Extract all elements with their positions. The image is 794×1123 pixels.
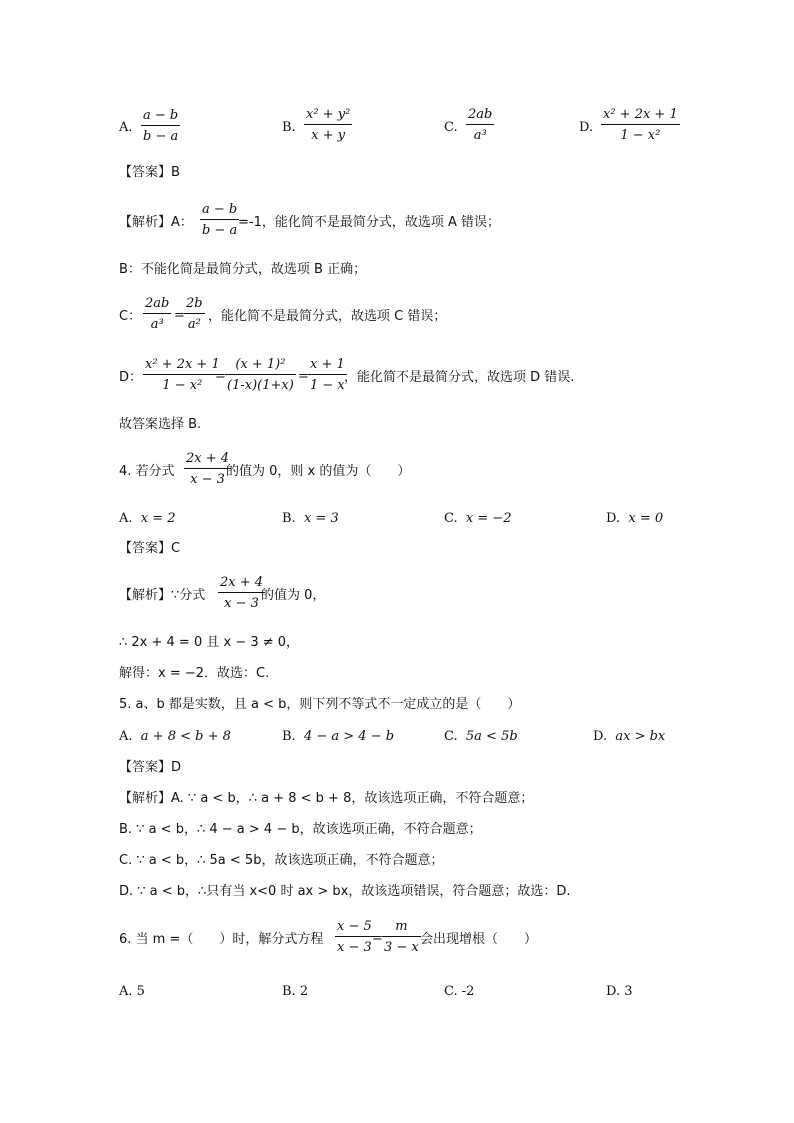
q5-analysis-line-4: D. ∵ a < b，∴只有当 x<0 时 ax > bx，故该选项错误，符合题意；故选：D. xyxy=(119,884,571,899)
q4-option-a: A. x = 2 xyxy=(119,511,176,526)
q6-fraction-left: x − 5 x − 3 xyxy=(337,919,372,955)
q3-option-b-fraction: x² + y² x + y xyxy=(306,107,351,143)
q4-stem-fraction: 2x + 4 x − 3 xyxy=(186,451,230,487)
q6-option-b: B. 2 xyxy=(282,984,309,999)
q3-option-c-label: C. xyxy=(444,120,458,135)
q6-equals-sign: = xyxy=(372,931,383,946)
q4-stem-pre: 4. 若分式 xyxy=(119,464,175,479)
q4-analysis-post: 的值为 0， xyxy=(261,588,326,603)
q4-analysis-pre: 【解析】∵分式 xyxy=(119,588,206,603)
q4-analysis-line-3: 解得：x = −2．故选：C. xyxy=(119,666,270,681)
equals-sign: = xyxy=(174,308,185,323)
q6-option-a: A. 5 xyxy=(119,984,145,999)
q3-analysis-d-fraction-2: (x + 1)² (1-x)(1+x) xyxy=(227,357,294,393)
q3-option-d-fraction: x² + 2x + 1 1 − x² xyxy=(603,107,678,143)
q3-analysis-a-fraction: a − b b − a xyxy=(202,202,238,238)
q3-option-c-fraction: 2ab a³ xyxy=(468,107,493,143)
q6-stem-post: 会出现增根（ ） xyxy=(420,932,538,947)
q5-analysis-line-2: B. ∵ a < b，∴ 4 − a > 4 − b，故该选项正确，不符合题意； xyxy=(119,822,482,837)
q3-analysis-b: B：不能化简是最简分式，故选项 B 正确； xyxy=(119,262,367,277)
q6-option-c: C. -2 xyxy=(444,984,475,999)
q3-analysis-c-head: C： xyxy=(119,309,142,324)
q4-option-b: B. x = 3 xyxy=(282,511,339,526)
q4-option-d: D. x = 0 xyxy=(606,511,664,526)
q3-option-d-label: D. xyxy=(579,120,594,135)
q3-analysis-d-head: D： xyxy=(119,370,143,385)
q3-analysis-d-fraction-1: x² + 2x + 1 1 − x² xyxy=(145,357,220,393)
q3-analysis-d-text: ，能化简不是最简分式，故选项 D 错误. xyxy=(344,370,575,385)
equals-sign: = xyxy=(298,369,309,384)
q6-stem-pre: 6. 当 m =（ ）时，解分式方程 xyxy=(119,932,324,947)
q4-analysis-fraction: 2x + 4 x − 3 xyxy=(220,575,264,611)
q3-option-b-label: B. xyxy=(282,120,296,135)
q5-option-b: B. 4 − a > 4 − b xyxy=(282,729,395,744)
q3-analysis-c-fraction-1: 2ab a³ xyxy=(145,296,170,332)
q4-stem-post: 的值为 0，则 x 的值为（ ） xyxy=(226,464,411,479)
q6-fraction-right: m 3 − x xyxy=(384,919,419,955)
q4-analysis-line-2: ∴ 2x + 4 = 0 且 x − 3 ≠ 0， xyxy=(119,635,300,650)
q3-option-a-fraction: a − b b − a xyxy=(143,108,179,144)
q5-option-c: C. 5a < 5b xyxy=(444,729,518,744)
q5-option-d: D. ax > bx xyxy=(593,729,666,744)
q3-analysis-c-text: ，能化简不是最简分式，故选项 C 错误； xyxy=(208,309,447,324)
q3-final: 故答案选择 B. xyxy=(119,417,202,432)
q5-option-a: A. a + 8 < b + 8 xyxy=(119,729,231,744)
q5-answer: 【答案】D xyxy=(119,760,182,775)
q5-stem: 5. a、b 都是实数，且 a < b，则下列不等式不一定成立的是（ ） xyxy=(119,697,521,712)
q6-option-d: D. 3 xyxy=(606,984,633,999)
q5-analysis-line-3: C. ∵ a < b，∴ 5a < 5b，故该选项正确，不符合题意； xyxy=(119,853,444,868)
q3-analysis-head: 【解析】A： xyxy=(119,215,193,230)
q4-option-c: C. x = −2 xyxy=(444,511,512,526)
q3-analysis-d-fraction-3: x + 1 1 − x xyxy=(310,357,345,393)
equals-sign: = xyxy=(215,369,226,384)
q5-analysis-line-1: 【解析】A. ∵ a < b，∴ a + 8 < b + 8，故该选项正确，不符合题意； xyxy=(119,791,534,806)
q3-analysis-c-fraction-2: 2b a² xyxy=(186,296,203,332)
q4-answer: 【答案】C xyxy=(119,541,181,556)
q3-answer: 【答案】B xyxy=(119,165,180,180)
q3-analysis-a-text: =-1，能化简不是最简分式，故选项 A 错误； xyxy=(238,215,501,230)
q3-option-a-label: A. xyxy=(119,120,133,135)
